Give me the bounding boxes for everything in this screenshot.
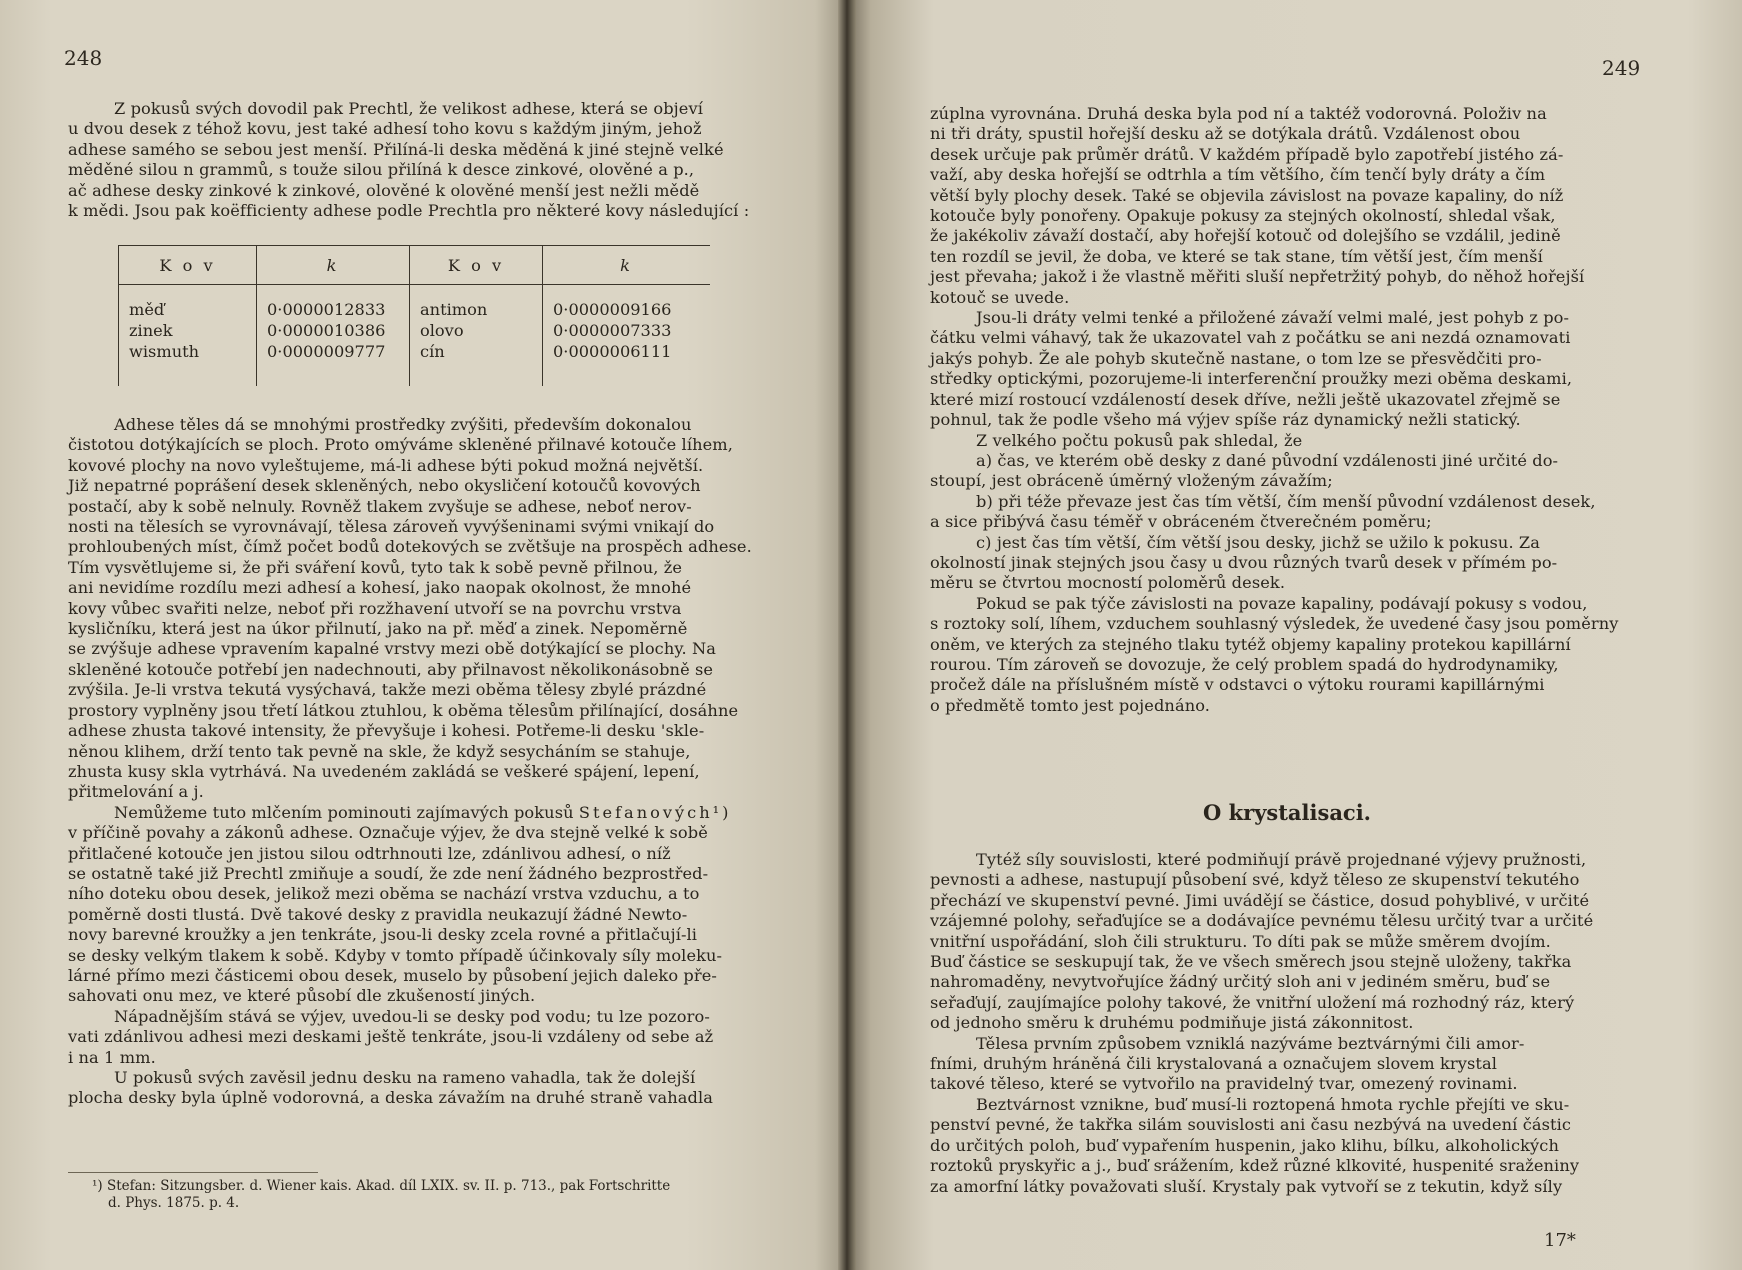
text-line: k mědi. Jsou pak koëfficienty adhese podle Prechtla pro některé kovy následující : <box>68 201 750 221</box>
text-line: Tím vysvětlujeme si, že při sváření kovů, tyto tak k sobě pevně přilnou, že <box>68 557 683 577</box>
text-line: adhese samého se sebou jest menší. Přilíná-li deska měděná k jiné stejně velké <box>68 139 724 159</box>
text-line: i na 1 mm. <box>68 1047 156 1067</box>
text-line: roztoků pryskyřic a j., buď srážením, kdež různé klkovité, huspenité sraženiny <box>930 1156 1580 1176</box>
text-line: vzájemné polohy, seřaďujíce se a dodávajíce pevnému tělesu určitý tvar a určité <box>930 911 1594 931</box>
text-line: vnitřní uspořádání, sloh čili strukturu. To díti pak se může směrem dvojím. <box>930 931 1551 951</box>
book-gutter <box>838 0 856 1270</box>
text-line: prostory vyplněny jsou třetí látkou ztuhlou, k oběma tělesům přilínající, dosáhne <box>68 700 739 720</box>
table-cell: 0·0000007333 <box>543 320 711 341</box>
table-cell: 0·0000009777 <box>257 341 410 386</box>
text-line: prohloubených míst, čímž počet bodů dotekových se zvětšuje na prospěch adhese. <box>68 537 752 557</box>
text-line: kovové plochy na novo vyleštujeme, má-li adhese býti pokud možná největší. <box>68 455 704 475</box>
page-number-left: 248 <box>64 46 103 70</box>
text-line: čistotou dotýkajících se ploch. Proto omýváme skleněné přilnavé kotouče líhem, <box>68 435 734 455</box>
table-header: K o v <box>410 246 543 285</box>
table-cell: 0·0000012833 <box>257 285 410 321</box>
text-line: se zvýšuje adhese vpravením kapalné vrstvy mezi obě dotýkající se plochy. Na <box>68 639 716 659</box>
table-row <box>119 341 711 386</box>
footnote-line: ¹) Stefan: Sitzungsber. d. Wiener kais. Akad. díl LXIX. sv. II. p. 713., pak Fortschritte <box>92 1178 671 1194</box>
table-cell: cín <box>410 341 543 386</box>
table-cell: měď <box>119 285 257 321</box>
table-cell: zinek <box>119 320 257 341</box>
text-line: jest převaha; jakož i že vlastně měřiti sluší nepřetržitý pohyb, do něhož hořejší <box>930 267 1585 287</box>
text-line: měru se čtvrtou mocností poloměrů desek. <box>930 573 1286 593</box>
text-line: Tytéž síly souvislosti, které podmiňují právě projednané výjevy pružnosti, <box>976 850 1587 869</box>
text-line: adhese zhusta takové intensity, že převyšuje i kohesi. Potřeme-li desku 'skle- <box>68 721 705 741</box>
text-line: ani nevidíme rozdílu mezi adhesí a kohesí, jako naopak okolnost, že mnohé <box>68 578 692 598</box>
table-header: K o v <box>119 246 257 285</box>
right-page <box>844 0 1742 1270</box>
text-line: sahovati onu mez, ve které působí dle zkušeností jiných. <box>68 986 536 1006</box>
table-cell: 0·0000006111 <box>543 341 711 386</box>
text-line: v příčině povahy a zákonů adhese. Označuje výjev, že dva stejně velké k sobě <box>68 823 708 843</box>
text-line: Buď částice se seskupují tak, že ve všech směrech jsou stejně uloženy, takřka <box>930 952 1572 972</box>
table-cell: antimon <box>410 285 543 321</box>
text-line: Beztvárnost vznikne, buď musí-li roztopená hmota rychle přejíti ve sku- <box>976 1094 1570 1114</box>
text-line: postačí, aby k sobě nelnuly. Rovněž tlakem zvyšuje se adhese, neboť nerov- <box>68 496 692 516</box>
text-line: a sice přibývá času téměř v obráceném čtverečném poměru; <box>930 512 1432 532</box>
text-line: Pokud se pak týče závislosti na povaze kapaliny, podávají pokusy s vodou, <box>976 593 1588 613</box>
table-cell: wismuth <box>119 341 257 386</box>
text-line: od jednoho směru k druhému podmiňuje jistá zákonnitost. <box>930 1013 1414 1033</box>
text-line: se desky velkým tlakem k sobě. Kdyby v tomto případě účinkovaly síly moleku- <box>68 945 723 965</box>
text-line: vati zdánlivou adhesi mezi deskami ještě tenkráte, jsou-li vzdáleny od sebe až <box>68 1027 714 1047</box>
text-line: kysličníku, která jest na úkor přilnutí, jako na př. měď a zinek. Nepoměrně <box>68 619 688 639</box>
text-line: u dvou desek z téhož kovu, jest také adhesí toho kovu s každým jiným, jehož <box>68 119 702 139</box>
text-line: Již nepatrné poprášení desek skleněných, nebo okysličení kotoučů kovových <box>68 476 701 496</box>
text-line: Jsou-li dráty velmi tenké a přiložené závaží velmi malé, jest pohyb z po- <box>976 308 1570 328</box>
text-line: Adhese těles dá se mnohými prostředky zvýšiti, především dokonalou <box>114 415 692 434</box>
text-line: ač adhese desky zinkové k zinkové, olověné k olověné menší jest nežli mědě <box>68 180 700 200</box>
footnote-divider <box>68 1172 318 1173</box>
text-line: Z pokusů svých dovodil pak Prechtl, že velikost adhese, která se objeví <box>114 99 703 118</box>
text-line: pročež dále na příslušném místě v odstavci o výtoku rourami kapillárnými <box>930 675 1545 695</box>
text-line: a) čas, ve kterém obě desky z dané původní vzdálenosti jiné určité do- <box>976 450 1559 470</box>
text-line: kotouče byly ponořeny. Opakuje pokusy za stejných okolností, shledal však, <box>930 206 1556 226</box>
text-line: Z velkého počtu pokusů pak shledal, že <box>976 430 1303 450</box>
table-header: k <box>257 246 410 285</box>
text-line: nosti na tělesích se vyrovnávají, tělesa zároveň vyvýšeninami svými vnikají do <box>68 517 715 537</box>
text-line: přitlačené kotouče jen jistou silou odtrhnouti lze, zdánlivou adhesí, o níž <box>68 843 671 863</box>
footnote <box>92 1178 772 1212</box>
text-line: takové těleso, které se vytvořilo na pravidelný tvar, omezený rovinami. <box>930 1074 1518 1094</box>
text-line: zhusta kusy skla vytrhává. Na uvedeném zakládá se veškeré spájení, lepení, <box>68 761 700 781</box>
table-header: k <box>543 246 711 285</box>
table-header-row <box>119 246 711 285</box>
text-line: přitmelování a j. <box>68 782 204 802</box>
text-line: stoupí, jest obráceně úměrný vloženým závažím; <box>930 471 1333 491</box>
text-line: lárné přímo mezi částicemi obou desek, muselo by působení jejich daleko pře- <box>68 965 717 985</box>
text-line: které mizí rostoucí vzdáleností desek dříve, nežli ještě ukazovatel zřejmě se <box>930 389 1561 409</box>
text-line: se ostatně také již Prechtl zmiňuje a soudí, že zde není žádného bezprostřed- <box>68 863 709 883</box>
text-line: zvýšila. Je-li vrstva tekutá vysýchavá, takže mezi oběma tělesy zbylé prázdné <box>68 680 707 700</box>
text-line: měděné silou n grammů, s touže silou přilíná k desce zinkové, olověné a p., <box>68 160 695 180</box>
text-line: něnou klihem, drží tento tak pevně na skle, že když sesycháním se stahuje, <box>68 741 691 761</box>
adhesion-coefficient-table <box>118 245 710 388</box>
text-line: oněm, ve kterých za stejného tlaku tytéž objemy kapaliny protekou kapillární <box>930 634 1571 654</box>
text-line: o předmětě tomto jest pojednáno. <box>930 695 1211 715</box>
text-line: plocha desky byla úplně vodorovná, a deska závažím na druhé straně vahadla <box>68 1088 714 1108</box>
text-line: že jakékoliv závaží dostačí, aby hořejší kotouč od dolejšího se vzdálil, jedině <box>930 226 1561 246</box>
adhese-paragraph <box>68 415 774 1109</box>
intro-paragraph <box>68 99 774 221</box>
text-line: fními, druhým hráněná čili krystalovaná a označujem slovem krystal <box>930 1054 1497 1074</box>
section-heading: O krystalisaci. <box>1202 800 1371 825</box>
text-line: nahromaděny, nevytvořujíce žádný určitý sloh ani v jediném směru, buď se <box>930 972 1551 992</box>
text-line: větší byly plochy desek. Také se objevila závislost na povaze kapaliny, do níž <box>930 185 1564 205</box>
signature-mark: 17* <box>1544 1230 1576 1251</box>
right-top-paragraph <box>930 104 1644 716</box>
text-line: skleněné kotouče potřebí jen nadechnouti, aby přilnavost několikonásobně se <box>68 659 714 679</box>
text-span: Nemůžeme tuto mlčením pominouti zajímavých pokusů <box>114 802 574 822</box>
left-page <box>0 0 858 1270</box>
text-line: kovy vůbec svařiti nelze, neboť při rozžhavení utvoří se na povrchu vrstva <box>68 598 682 618</box>
text-line: ni tři dráty, spustil hořejší desku až se dotýkala drátů. Vzdálenost obou <box>930 124 1521 144</box>
text-line: novy barevné kroužky a jen tenkráte, jsou-li desky zcela rovné a přitlačují-li <box>68 925 698 945</box>
text-line: U pokusů svých zavěsil jednu desku na rameno vahadla, tak že dolejší <box>114 1068 696 1087</box>
text-line: s roztoky solí, líhem, vzduchem souhlasný výsledek, že uvedené časy jsou poměrny <box>930 614 1619 634</box>
text-line: seřaďují, zaujímajíce polohy takové, že vnitřní uložení má rozhodný ráz, který <box>930 992 1575 1012</box>
page-number-right: 249 <box>1602 56 1641 80</box>
table-cell: olovo <box>410 320 543 341</box>
text-line: ního doteku obou desek, jelikož mezi oběma se nachází vrstva vzduchu, a to <box>68 884 700 904</box>
text-line: okolností jinak stejných jsou časy u dvou různých tvarů desek v přímém po- <box>930 552 1558 572</box>
text-line <box>68 803 774 823</box>
table-row <box>119 285 711 321</box>
text-line: važí, aby deska hořejší se odtrhla a tím většího, čím tenčí byly dráty a čím <box>930 165 1546 185</box>
text-line: b) při téže převaze jest čas tím větší, čím menší původní vzdálenost desek, <box>976 491 1596 511</box>
text-line: c) jest čas tím větší, čím větší jsou desky, jichž se užilo k pokusu. Za <box>976 532 1541 552</box>
text-line: přechází ve skupenství pevné. Jimi uvádějí se částice, dosud pohyblivé, v určité <box>930 890 1590 910</box>
text-line: poměrně dosti tlustá. Dvě takové desky z pravidla neukazují žádné Newto- <box>68 904 688 924</box>
text-line: pohnul, tak že podle všeho má výjev spíše ráz dynamický nežli statický. <box>930 410 1521 430</box>
crystal-section <box>930 850 1644 1197</box>
table-row <box>119 320 711 341</box>
text-line: penství pevné, že takřka silám souvislosti ani času nezbývá na uvedení částic <box>930 1115 1572 1135</box>
text-line: za amorfní látky považovati sluší. Krystaly pak vytvoří se z tekutin, když síly <box>930 1176 1563 1196</box>
text-line: čátku velmi váhavý, tak že ukazovatel vah z počátku se ani nezdá oznamovati <box>930 328 1571 348</box>
text-line: ten rozdíl se jevil, že doba, ve které se tak stane, tím větší jest, čím menší <box>930 246 1543 266</box>
text-line: pevnosti a adhese, nastupují působení své, když těleso ze skupenství tekutého <box>930 870 1580 890</box>
table-cell: 0·0000009166 <box>543 285 711 321</box>
text-line: do určitých poloh, buď vypařením huspenin, jako klihu, bílku, alkoholických <box>930 1135 1559 1155</box>
text-line: středky optickými, pozorujeme-li interferenční proužky mezi oběma deskami, <box>930 369 1573 389</box>
coefficient-table <box>118 246 710 386</box>
text-line: jakýs pohyb. Že ale pohyb skutečně nastane, o tom lze se přesvědčiti pro- <box>930 348 1542 368</box>
author-name: Stefanových¹) <box>578 802 732 822</box>
table-cell: 0·0000010386 <box>257 320 410 341</box>
text-line: Nápadnějším stává se výjev, uvedou-li se desky pod vodu; tu lze pozoro- <box>114 1006 710 1026</box>
text-line: zúplna vyrovnána. Druhá deska byla pod ní a taktéž vodorovná. Položiv na <box>930 104 1547 123</box>
text-line: desek určuje pak průměr drátů. V každém případě bylo zapotřebí jistého zá- <box>930 144 1564 164</box>
text-line: Tělesa prvním způsobem vzniklá nazýváme beztvárnými čili amor- <box>976 1033 1525 1053</box>
footnote-line: d. Phys. 1875. p. 4. <box>108 1195 240 1211</box>
text-line: kotouč se uvede. <box>930 287 1070 307</box>
text-line: rourou. Tím zároveň se dovozuje, že celý problem spadá do hydrodynamiky, <box>930 654 1559 674</box>
